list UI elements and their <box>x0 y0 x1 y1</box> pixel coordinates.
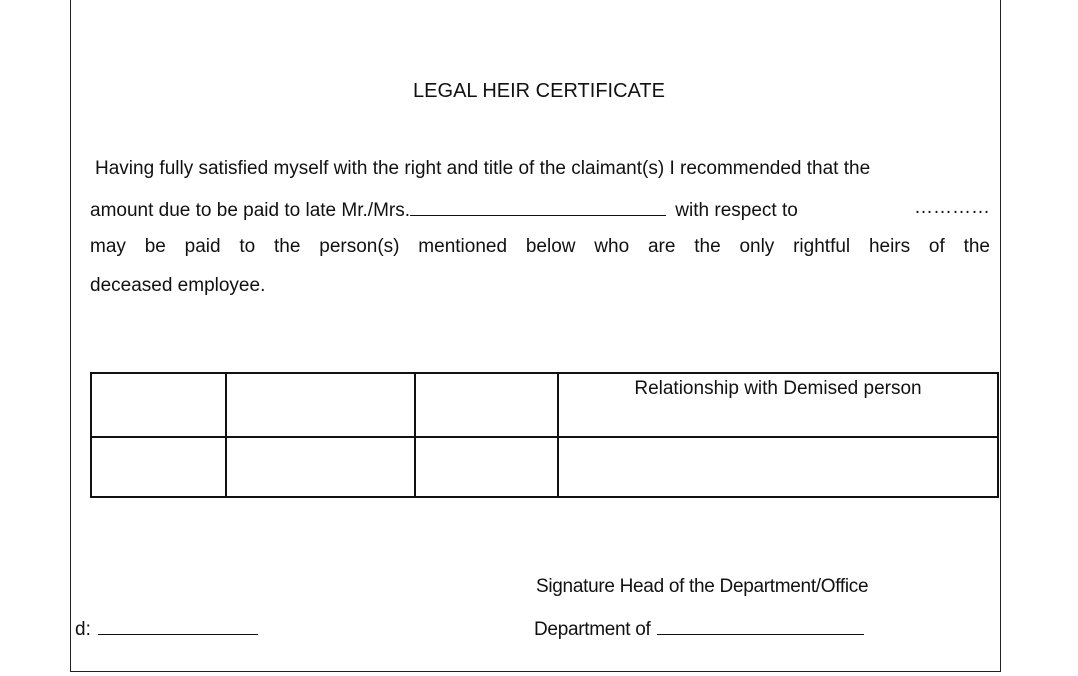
deceased-name-blank[interactable] <box>410 197 666 216</box>
table-cell[interactable] <box>91 437 226 497</box>
table-cell[interactable] <box>415 437 558 497</box>
paragraph-line-2-respect: with respect to <box>675 200 798 221</box>
table-cell[interactable] <box>558 437 998 497</box>
paragraph-line-2 <box>90 197 990 222</box>
paragraph-line-2-text: amount due to be paid to late Mr./Mrs. <box>90 200 411 221</box>
document-title: LEGAL HEIR CERTIFICATE <box>413 80 665 102</box>
respect-dots: ………… <box>914 197 990 218</box>
department-field <box>534 616 864 641</box>
table-row <box>91 437 998 497</box>
table-cell[interactable] <box>226 437 415 497</box>
header-cell <box>415 373 558 437</box>
department-blank[interactable] <box>657 616 864 635</box>
dated-blank[interactable] <box>98 616 258 635</box>
header-cell <box>91 373 226 437</box>
paragraph-line-4: deceased employee. <box>90 275 266 296</box>
paragraph-line-3: may be paid to the person(s) mentioned below who are the only rightful heirs of the <box>90 236 990 257</box>
dated-label: d: <box>75 619 91 640</box>
table-header-row <box>91 373 998 437</box>
header-cell-relationship: Relationship with Demised person <box>558 373 998 437</box>
signature-label: Signature Head of the Department/Office <box>536 576 869 597</box>
dated-field <box>75 616 258 641</box>
header-cell <box>226 373 415 437</box>
paragraph-line-1: Having fully satisfied myself with the right and title of the claimant(s) I recommended that the <box>95 158 871 179</box>
department-label: Department of <box>534 619 651 640</box>
heirs-table <box>90 372 999 498</box>
